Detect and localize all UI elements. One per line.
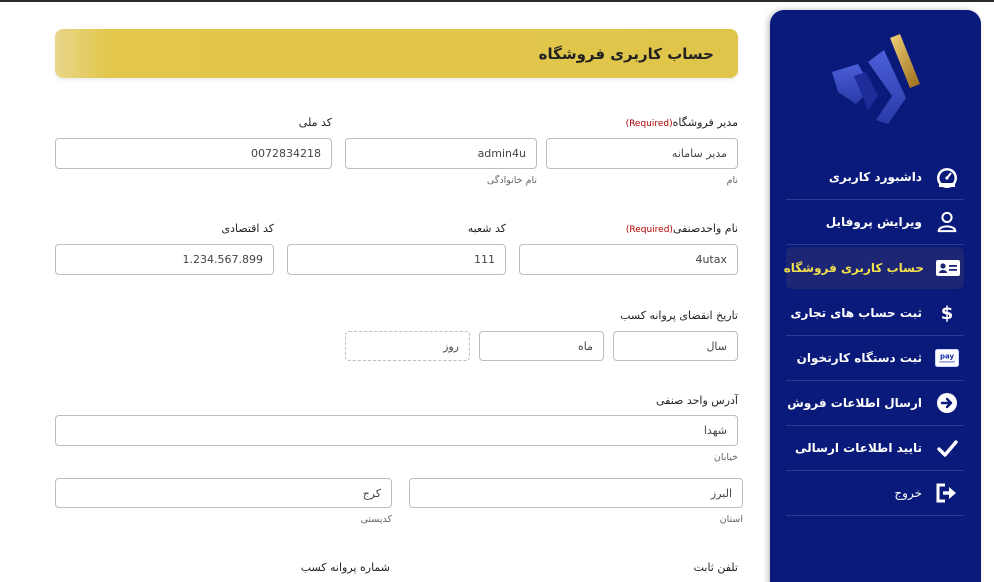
- sidebar: [770, 10, 981, 582]
- economic-code-input[interactable]: 1.234.567.899: [55, 244, 274, 275]
- sidebar-item-label: داشبورد کاربری: [828, 170, 922, 184]
- sidebar-item-store-account[interactable]: [783, 247, 964, 289]
- sidebar-menu: [783, 155, 964, 516]
- license-number-label: شماره پروانه کسب: [300, 561, 390, 574]
- sidebar-item-dashboard[interactable]: [786, 155, 964, 200]
- sidebar-item-business-accounts[interactable]: [786, 291, 964, 336]
- sidebar-item-card-reader[interactable]: [786, 336, 964, 381]
- sidebar-item-label: ارسال اطلاعات فروش: [787, 396, 922, 410]
- street-input[interactable]: شهدا: [55, 415, 738, 446]
- id-card-icon: [936, 255, 960, 281]
- province-sublabel: استان: [719, 514, 743, 525]
- sidebar-item-logout[interactable]: [786, 471, 964, 516]
- unit-name-label-text: نام واحدصنفی: [672, 222, 738, 235]
- phone-label: تلفن ثابت: [693, 561, 738, 574]
- manager-label: [620, 116, 738, 129]
- sidebar-item-label: حساب کاربری فروشگاه: [783, 261, 924, 275]
- arrow-right-circle-icon: [934, 390, 960, 416]
- economic-code-label: کد اقتصادی: [221, 222, 274, 235]
- national-code-input[interactable]: 0072834218: [55, 138, 332, 169]
- logout-icon: [934, 480, 960, 506]
- pay-card-icon: [934, 345, 960, 371]
- unit-name-input[interactable]: 4utax: [519, 244, 738, 275]
- license-expiry-label: تاریخ انقضای پروانه کسب: [620, 309, 738, 322]
- first-name-input[interactable]: مدیر سامانه: [546, 138, 738, 169]
- expiry-year-select[interactable]: سال: [613, 331, 738, 361]
- postal-code-input[interactable]: کرج: [55, 478, 392, 508]
- svg-text:pay: pay: [939, 352, 955, 361]
- expiry-day-select[interactable]: روز: [345, 331, 470, 361]
- sidebar-item-label: تایید اطلاعات ارسالی: [795, 441, 922, 455]
- gauge-icon: [934, 164, 960, 190]
- unit-name-label: [620, 222, 738, 235]
- logo: [828, 32, 928, 132]
- branch-code-label: کد شعبه: [467, 222, 506, 235]
- sidebar-item-label: ثبت دستگاه کارتخوان: [796, 351, 922, 365]
- user-icon: [934, 209, 960, 235]
- sidebar-item-send-sales[interactable]: [786, 381, 964, 426]
- province-input[interactable]: البرز: [409, 478, 743, 508]
- page-header: [55, 29, 738, 78]
- expiry-month-select[interactable]: ماه: [479, 331, 604, 361]
- manager-label-text: مدیر فروشگاه: [672, 116, 738, 129]
- dollar-icon: $: [940, 302, 954, 324]
- branch-code-input[interactable]: 111: [287, 244, 506, 275]
- first-name-sublabel: نام: [726, 175, 738, 186]
- street-sublabel: خیابان: [713, 452, 738, 463]
- national-code-label: کد ملی: [298, 116, 332, 129]
- required-tag: (Required): [625, 225, 673, 235]
- sidebar-item-edit-profile[interactable]: [786, 200, 964, 245]
- sidebar-item-label: ویرایش پروفایل: [825, 215, 922, 229]
- postal-code-sublabel: کدپستی: [360, 514, 392, 525]
- last-name-input[interactable]: admin4u: [345, 138, 537, 169]
- sidebar-item-label: ثبت حساب های تجاری: [790, 306, 922, 320]
- required-tag: (Required): [625, 119, 673, 129]
- sidebar-item-label: خروج: [894, 486, 922, 500]
- page-title: حساب کاربری فروشگاه: [538, 44, 714, 63]
- address-label: آدرس واحد صنفی: [655, 394, 738, 407]
- sidebar-item-confirm-sent[interactable]: [786, 426, 964, 471]
- check-icon: [934, 435, 960, 461]
- top-border: [0, 0, 994, 2]
- last-name-sublabel: نام خانوادگی: [486, 175, 537, 186]
